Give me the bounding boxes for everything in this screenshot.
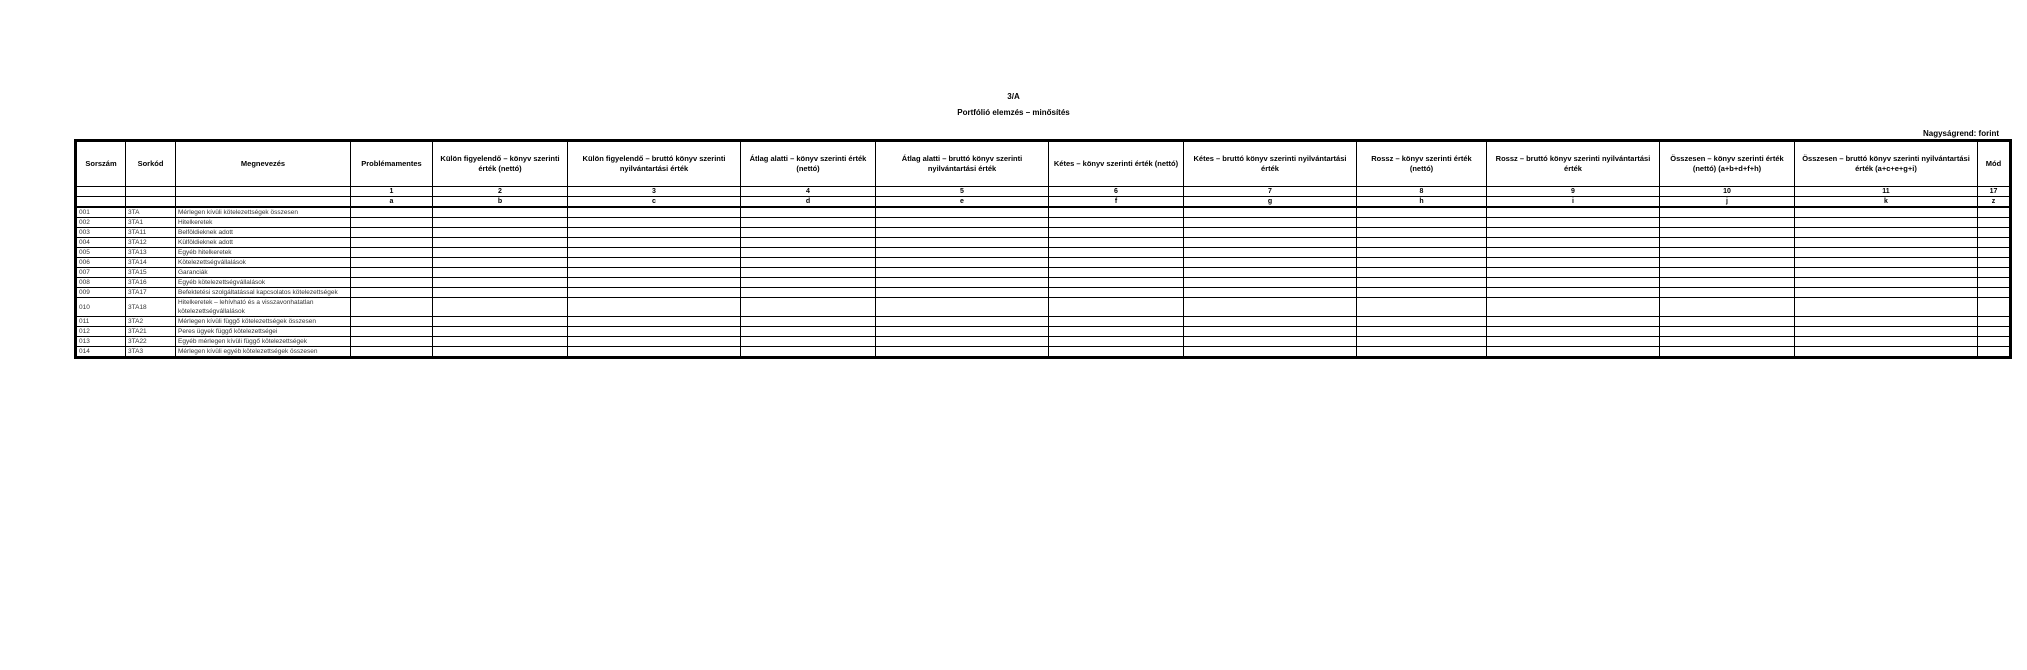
- column-number: [126, 187, 176, 197]
- value-cell[interactable]: [876, 288, 1049, 298]
- value-cell[interactable]: [1795, 248, 1978, 258]
- column-header: Külön figyelendő – bruttó könyv szerinti nyilvántartási érték: [568, 141, 741, 187]
- row-name: Belföldieknek adott: [176, 228, 351, 238]
- value-cell[interactable]: [1357, 268, 1487, 278]
- value-cell[interactable]: [568, 228, 741, 238]
- value-cell[interactable]: [1978, 317, 2011, 327]
- unit-label: Nagyságrend: forint: [1922, 129, 1999, 138]
- value-cell[interactable]: [1357, 228, 1487, 238]
- column-header: Problémamentes: [351, 141, 433, 187]
- value-cell[interactable]: [351, 268, 433, 278]
- value-cell[interactable]: [1487, 238, 1660, 248]
- row-code: 3TA3: [126, 347, 176, 358]
- row-code: 3TA15: [126, 268, 176, 278]
- value-cell[interactable]: [1049, 228, 1184, 238]
- value-cell[interactable]: [1049, 248, 1184, 258]
- value-cell[interactable]: [1357, 298, 1487, 317]
- value-cell[interactable]: [1184, 327, 1357, 337]
- column-letter: g: [1184, 197, 1357, 208]
- column-letter: h: [1357, 197, 1487, 208]
- portfolio-table: [74, 139, 2012, 359]
- row-number: 010: [76, 298, 126, 317]
- value-cell[interactable]: [1978, 258, 2011, 268]
- row-code: 3TA17: [126, 288, 176, 298]
- value-cell[interactable]: [1660, 337, 1795, 347]
- value-cell[interactable]: [1184, 298, 1357, 317]
- table-row: [76, 248, 2011, 258]
- value-cell[interactable]: [1184, 317, 1357, 327]
- value-cell[interactable]: [433, 268, 568, 278]
- column-number-row: [76, 187, 2011, 197]
- value-cell[interactable]: [741, 288, 876, 298]
- value-cell[interactable]: [741, 218, 876, 228]
- value-cell[interactable]: [876, 317, 1049, 327]
- value-cell[interactable]: [1184, 207, 1357, 218]
- value-cell[interactable]: [351, 288, 433, 298]
- row-name: Garanciák: [176, 268, 351, 278]
- value-cell[interactable]: [1795, 258, 1978, 268]
- column-letter: j: [1660, 197, 1795, 208]
- value-cell[interactable]: [568, 238, 741, 248]
- row-name: Hitelkeretek – lehívható és a visszavonhatatlan kötelezettségvállalások: [176, 298, 351, 317]
- value-cell[interactable]: [1049, 268, 1184, 278]
- column-letter: d: [741, 197, 876, 208]
- value-cell[interactable]: [568, 327, 741, 337]
- value-cell[interactable]: [876, 238, 1049, 248]
- value-cell[interactable]: [1978, 347, 2011, 358]
- row-number: 001: [76, 207, 126, 218]
- row-number: 003: [76, 228, 126, 238]
- value-cell[interactable]: [1357, 218, 1487, 228]
- value-cell[interactable]: [1795, 278, 1978, 288]
- value-cell[interactable]: [351, 327, 433, 337]
- value-cell[interactable]: [1487, 317, 1660, 327]
- value-cell[interactable]: [741, 228, 876, 238]
- value-cell[interactable]: [1184, 238, 1357, 248]
- value-cell[interactable]: [433, 278, 568, 288]
- row-number: 002: [76, 218, 126, 228]
- column-header: Kétes – bruttó könyv szerinti nyilvántartási érték: [1184, 141, 1357, 187]
- value-cell[interactable]: [1660, 327, 1795, 337]
- row-number: 006: [76, 258, 126, 268]
- row-name: Mérlegen kívüli kötelezettségek összesen: [176, 207, 351, 218]
- value-cell[interactable]: [1978, 337, 2011, 347]
- row-name: Peres ügyek függő kötelezettségei: [176, 327, 351, 337]
- column-header: Sorkód: [126, 141, 176, 187]
- column-header: Összesen – könyv szerinti érték (nettó) (a+b+d+f+h): [1660, 141, 1795, 187]
- value-cell[interactable]: [876, 207, 1049, 218]
- column-header: Kétes – könyv szerinti érték (nettó): [1049, 141, 1184, 187]
- value-cell[interactable]: [1487, 298, 1660, 317]
- value-cell[interactable]: [568, 258, 741, 268]
- value-cell[interactable]: [1487, 278, 1660, 288]
- value-cell[interactable]: [741, 258, 876, 268]
- value-cell[interactable]: [1487, 258, 1660, 268]
- row-number: 013: [76, 337, 126, 347]
- value-cell[interactable]: [1660, 218, 1795, 228]
- page-title: Portfólió elemzés – minősítés: [957, 108, 1070, 117]
- value-cell[interactable]: [1049, 207, 1184, 218]
- column-number: 7: [1184, 187, 1357, 197]
- value-cell[interactable]: [1660, 288, 1795, 298]
- row-code: 3TA14: [126, 258, 176, 268]
- value-cell[interactable]: [741, 278, 876, 288]
- column-letter: k: [1795, 197, 1978, 208]
- value-cell[interactable]: [433, 238, 568, 248]
- column-letter: i: [1487, 197, 1660, 208]
- header-row: [76, 141, 2011, 187]
- value-cell[interactable]: [1795, 218, 1978, 228]
- row-number: 014: [76, 347, 126, 358]
- row-number: 007: [76, 268, 126, 278]
- row-name: Kötelezettségvállalások: [176, 258, 351, 268]
- table-row: [76, 288, 2011, 298]
- value-cell[interactable]: [1049, 337, 1184, 347]
- row-number: 008: [76, 278, 126, 288]
- value-cell[interactable]: [1978, 207, 2011, 218]
- value-cell[interactable]: [1049, 327, 1184, 337]
- value-cell[interactable]: [1795, 298, 1978, 317]
- value-cell[interactable]: [568, 278, 741, 288]
- value-cell[interactable]: [741, 327, 876, 337]
- column-number: [176, 187, 351, 197]
- value-cell[interactable]: [568, 207, 741, 218]
- row-name: Mérlegen kívüli egyéb kötelezettségek összesen: [176, 347, 351, 358]
- value-cell[interactable]: [1660, 248, 1795, 258]
- value-cell[interactable]: [1487, 337, 1660, 347]
- column-header: Külön figyelendő – könyv szerinti érték (nettó): [433, 141, 568, 187]
- value-cell[interactable]: [568, 218, 741, 228]
- value-cell[interactable]: [1795, 207, 1978, 218]
- value-cell[interactable]: [1184, 288, 1357, 298]
- value-cell[interactable]: [1978, 218, 2011, 228]
- value-cell[interactable]: [1357, 248, 1487, 258]
- value-cell[interactable]: [741, 317, 876, 327]
- value-cell[interactable]: [741, 268, 876, 278]
- column-letter: [76, 197, 126, 208]
- value-cell[interactable]: [1049, 238, 1184, 248]
- value-cell[interactable]: [876, 218, 1049, 228]
- value-cell[interactable]: [433, 327, 568, 337]
- table-row: [76, 258, 2011, 268]
- value-cell[interactable]: [1978, 327, 2011, 337]
- value-cell[interactable]: [1978, 288, 2011, 298]
- column-number: 9: [1487, 187, 1660, 197]
- value-cell[interactable]: [1184, 218, 1357, 228]
- column-header: Rossz – könyv szerinti érték (nettó): [1357, 141, 1487, 187]
- row-code: 3TA13: [126, 248, 176, 258]
- value-cell[interactable]: [351, 298, 433, 317]
- row-code: 3TA: [126, 207, 176, 218]
- column-number: 5: [876, 187, 1049, 197]
- table-row: [76, 327, 2011, 337]
- value-cell[interactable]: [433, 298, 568, 317]
- value-cell[interactable]: [1660, 268, 1795, 278]
- value-cell[interactable]: [1049, 317, 1184, 327]
- value-cell[interactable]: [433, 347, 568, 358]
- value-cell[interactable]: [1049, 278, 1184, 288]
- value-cell[interactable]: [1487, 327, 1660, 337]
- column-header: Mód: [1978, 141, 2011, 187]
- value-cell[interactable]: [1795, 288, 1978, 298]
- value-cell[interactable]: [876, 228, 1049, 238]
- value-cell[interactable]: [433, 228, 568, 238]
- value-cell[interactable]: [1049, 218, 1184, 228]
- row-name: Egyéb kötelezettségvállalások: [176, 278, 351, 288]
- row-code: 3TA12: [126, 238, 176, 248]
- column-letter: [176, 197, 351, 208]
- value-cell[interactable]: [1357, 278, 1487, 288]
- value-cell[interactable]: [1795, 337, 1978, 347]
- value-cell[interactable]: [741, 347, 876, 358]
- value-cell[interactable]: [1660, 207, 1795, 218]
- value-cell[interactable]: [351, 347, 433, 358]
- value-cell[interactable]: [1184, 248, 1357, 258]
- value-cell[interactable]: [1795, 347, 1978, 358]
- column-letter: b: [433, 197, 568, 208]
- value-cell[interactable]: [1978, 228, 2011, 238]
- value-cell[interactable]: [1978, 238, 2011, 248]
- value-cell[interactable]: [876, 248, 1049, 258]
- value-cell[interactable]: [1978, 268, 2011, 278]
- value-cell[interactable]: [1049, 298, 1184, 317]
- value-cell[interactable]: [433, 317, 568, 327]
- row-number: 009: [76, 288, 126, 298]
- column-letter: a: [351, 197, 433, 208]
- row-code: 3TA21: [126, 327, 176, 337]
- row-name: Egyéb hitelkeretek: [176, 248, 351, 258]
- value-cell[interactable]: [741, 238, 876, 248]
- column-letter: [126, 197, 176, 208]
- value-cell[interactable]: [1357, 288, 1487, 298]
- table-row: [76, 347, 2011, 358]
- table-row: [76, 207, 2011, 218]
- value-cell[interactable]: [1184, 258, 1357, 268]
- value-cell[interactable]: [1184, 268, 1357, 278]
- column-number: 3: [568, 187, 741, 197]
- table-row: [76, 228, 2011, 238]
- row-number: 005: [76, 248, 126, 258]
- value-cell[interactable]: [876, 278, 1049, 288]
- table-row: [76, 298, 2011, 317]
- value-cell[interactable]: [1184, 337, 1357, 347]
- value-cell[interactable]: [568, 317, 741, 327]
- row-number: 012: [76, 327, 126, 337]
- value-cell[interactable]: [351, 238, 433, 248]
- value-cell[interactable]: [568, 268, 741, 278]
- value-cell[interactable]: [568, 347, 741, 358]
- value-cell[interactable]: [741, 298, 876, 317]
- form-code: 3/A: [1007, 92, 1020, 101]
- table-row: [76, 238, 2011, 248]
- column-letter: c: [568, 197, 741, 208]
- column-number: 10: [1660, 187, 1795, 197]
- column-number: [76, 187, 126, 197]
- column-number: 2: [433, 187, 568, 197]
- value-cell[interactable]: [351, 228, 433, 238]
- value-cell[interactable]: [1357, 258, 1487, 268]
- value-cell[interactable]: [1357, 238, 1487, 248]
- value-cell[interactable]: [1049, 347, 1184, 358]
- value-cell[interactable]: [1487, 268, 1660, 278]
- column-number: 6: [1049, 187, 1184, 197]
- value-cell[interactable]: [351, 248, 433, 258]
- value-cell[interactable]: [1049, 288, 1184, 298]
- value-cell[interactable]: [351, 207, 433, 218]
- table-row: [76, 337, 2011, 347]
- value-cell[interactable]: [876, 268, 1049, 278]
- value-cell[interactable]: [351, 337, 433, 347]
- value-cell[interactable]: [1978, 298, 2011, 317]
- value-cell[interactable]: [1184, 228, 1357, 238]
- value-cell[interactable]: [1795, 268, 1978, 278]
- value-cell[interactable]: [876, 347, 1049, 358]
- value-cell[interactable]: [876, 258, 1049, 268]
- row-name: Külföldieknek adott: [176, 238, 351, 248]
- value-cell[interactable]: [433, 288, 568, 298]
- row-code: 3TA16: [126, 278, 176, 288]
- value-cell[interactable]: [1795, 228, 1978, 238]
- value-cell[interactable]: [568, 288, 741, 298]
- value-cell[interactable]: [1487, 248, 1660, 258]
- column-letter: z: [1978, 197, 2011, 208]
- column-header: Átlag alatti – könyv szerinti érték (nettó): [741, 141, 876, 187]
- value-cell[interactable]: [1357, 327, 1487, 337]
- value-cell[interactable]: [433, 258, 568, 268]
- value-cell[interactable]: [1357, 207, 1487, 218]
- value-cell[interactable]: [1795, 317, 1978, 327]
- value-cell[interactable]: [433, 248, 568, 258]
- value-cell[interactable]: [433, 218, 568, 228]
- column-number: 1: [351, 187, 433, 197]
- table-row: [76, 278, 2011, 288]
- column-letter-row: [76, 197, 2011, 208]
- value-cell[interactable]: [1357, 347, 1487, 358]
- table-row: [76, 218, 2011, 228]
- value-cell[interactable]: [876, 298, 1049, 317]
- value-cell[interactable]: [1487, 207, 1660, 218]
- value-cell[interactable]: [1049, 258, 1184, 268]
- row-code: 3TA11: [126, 228, 176, 238]
- value-cell[interactable]: [1660, 278, 1795, 288]
- column-header: Összesen – bruttó könyv szerinti nyilvántartási érték (a+c+e+g+i): [1795, 141, 1978, 187]
- row-name: Egyéb mérlegen kívüli függő kötelezettségek: [176, 337, 351, 347]
- row-code: 3TA1: [126, 218, 176, 228]
- column-number: 8: [1357, 187, 1487, 197]
- value-cell[interactable]: [433, 207, 568, 218]
- column-header: Sorszám: [76, 141, 126, 187]
- value-cell[interactable]: [1184, 278, 1357, 288]
- row-name: Hitelkeretek: [176, 218, 351, 228]
- column-number: 4: [741, 187, 876, 197]
- value-cell[interactable]: [876, 327, 1049, 337]
- value-cell[interactable]: [351, 278, 433, 288]
- value-cell[interactable]: [741, 337, 876, 347]
- value-cell[interactable]: [1357, 317, 1487, 327]
- value-cell[interactable]: [568, 298, 741, 317]
- value-cell[interactable]: [1660, 347, 1795, 358]
- row-name: Mérlegen kívüli függő kötelezettségek összesen: [176, 317, 351, 327]
- value-cell[interactable]: [351, 218, 433, 228]
- value-cell[interactable]: [568, 248, 741, 258]
- value-cell[interactable]: [351, 258, 433, 268]
- value-cell[interactable]: [1487, 218, 1660, 228]
- row-code: 3TA22: [126, 337, 176, 347]
- column-letter: f: [1049, 197, 1184, 208]
- value-cell[interactable]: [1357, 337, 1487, 347]
- value-cell[interactable]: [1184, 347, 1357, 358]
- value-cell[interactable]: [433, 337, 568, 347]
- table-row: [76, 317, 2011, 327]
- row-number: 011: [76, 317, 126, 327]
- column-header: Megnevezés: [176, 141, 351, 187]
- row-name: Befektetési szolgáltatással kapcsolatos kötelezettségek: [176, 288, 351, 298]
- value-cell[interactable]: [741, 207, 876, 218]
- value-cell[interactable]: [1660, 258, 1795, 268]
- value-cell[interactable]: [1795, 327, 1978, 337]
- value-cell[interactable]: [568, 337, 741, 347]
- value-cell[interactable]: [1660, 298, 1795, 317]
- value-cell[interactable]: [876, 337, 1049, 347]
- column-header: Átlag alatti – bruttó könyv szerinti nyilvántartási érték: [876, 141, 1049, 187]
- value-cell[interactable]: [1660, 317, 1795, 327]
- row-number: 004: [76, 238, 126, 248]
- value-cell[interactable]: [1795, 238, 1978, 248]
- value-cell[interactable]: [1487, 347, 1660, 358]
- value-cell[interactable]: [1978, 278, 2011, 288]
- column-header: Rossz – bruttó könyv szerinti nyilvántartási érték: [1487, 141, 1660, 187]
- table-body: [76, 207, 2011, 358]
- value-cell[interactable]: [1660, 238, 1795, 248]
- value-cell[interactable]: [351, 317, 433, 327]
- value-cell[interactable]: [1487, 228, 1660, 238]
- row-code: 3TA2: [126, 317, 176, 327]
- value-cell[interactable]: [1978, 248, 2011, 258]
- column-letter: e: [876, 197, 1049, 208]
- value-cell[interactable]: [1487, 288, 1660, 298]
- value-cell[interactable]: [1660, 228, 1795, 238]
- column-number: 11: [1795, 187, 1978, 197]
- column-number: 17: [1978, 187, 2011, 197]
- table-row: [76, 268, 2011, 278]
- row-code: 3TA18: [126, 298, 176, 317]
- value-cell[interactable]: [741, 248, 876, 258]
